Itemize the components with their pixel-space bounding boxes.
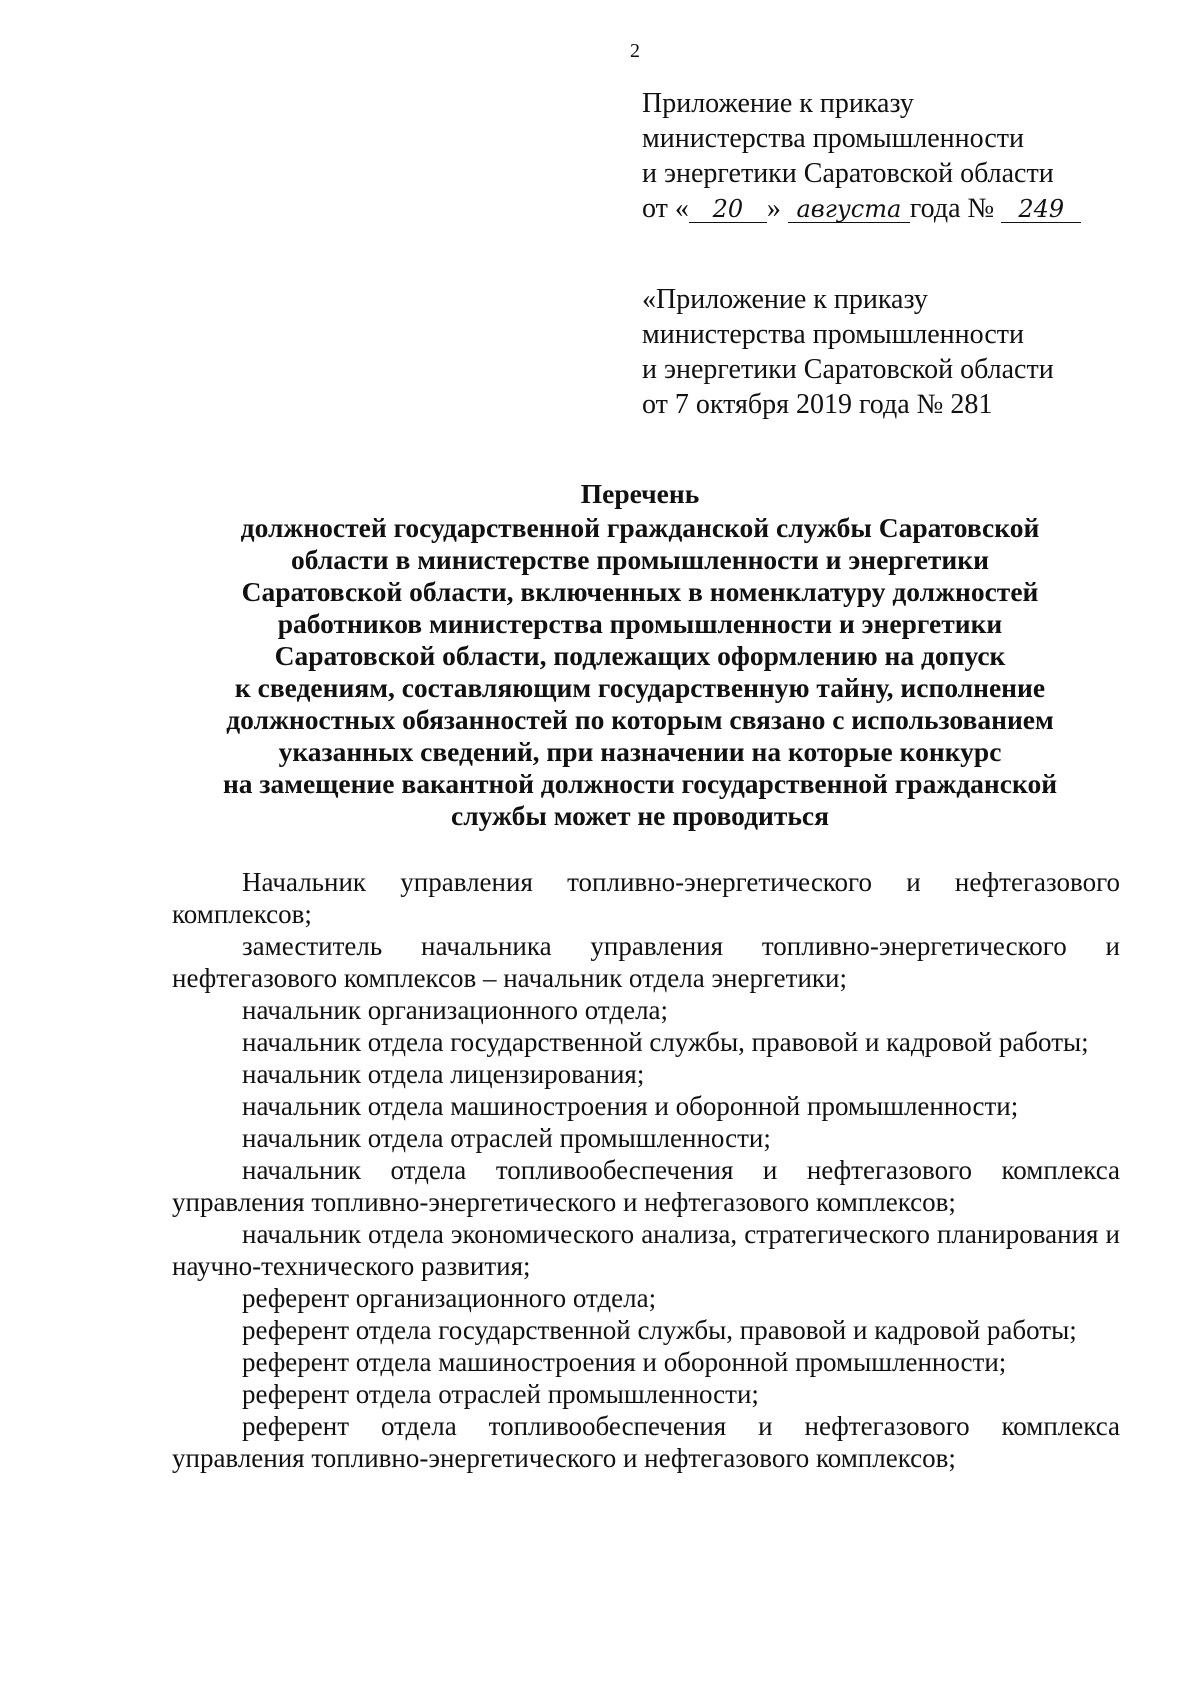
title-line: должностей государственной гражданской службы Саратовской xyxy=(240,512,1040,543)
handwritten-day: 20 xyxy=(689,196,767,223)
appendix-current xyxy=(642,86,1082,226)
handwritten-month: августа xyxy=(788,196,910,223)
document-title xyxy=(200,478,1080,832)
handwritten-order-number: 249 xyxy=(1001,196,1081,223)
appendix-line: и энергетики Саратовской области xyxy=(642,158,1054,189)
position-item: референт отдела машиностроения и оборонной промышленности; xyxy=(242,1347,1007,1377)
title-line: службы может не проводиться xyxy=(451,800,829,831)
title-line: области в министерстве промышленности и энергетики xyxy=(291,544,989,575)
position-item: референт отдела топливообеспечения и нефтегазового комплекса управления топливно-энергетического и нефтегазового комплексов; xyxy=(172,1411,1120,1473)
position-item: начальник отдела отраслей промышленности; xyxy=(242,1123,771,1153)
title-line: Саратовской области, включенных в номенклатуру должностей xyxy=(241,576,1039,607)
title-heading: Перечень xyxy=(580,478,700,509)
position-item: Начальник управления топливно-энергетического и нефтегазового комплексов; xyxy=(172,867,1120,929)
position-item: начальник отдела государственной службы, правовой и кадровой работы; xyxy=(242,1027,1089,1057)
year-text: года № xyxy=(909,193,995,224)
appendix-line: «Приложение к приказу xyxy=(642,284,928,315)
page-number: 2 xyxy=(630,40,640,62)
appendix-line: и энергетики Саратовской области xyxy=(642,354,1054,385)
title-line: Саратовской области, подлежащих оформлению на допуск xyxy=(274,640,1006,671)
position-item: референт отдела отраслей промышленности; xyxy=(242,1379,759,1409)
appendix-line: министерства промышленности xyxy=(642,123,1024,154)
appendix-line: от 7 октября 2019 года № 281 xyxy=(642,389,993,420)
appendix-line: министерства промышленности xyxy=(642,319,1024,350)
title-line: должностных обязанностей по которым связано с использованием xyxy=(226,704,1054,735)
position-item: начальник отдела машиностроения и оборонной промышленности; xyxy=(242,1091,1019,1121)
position-item: референт отдела государственной службы, правовой и кадровой работы; xyxy=(242,1315,1077,1345)
date-prefix: от « xyxy=(642,193,689,224)
title-line: работников министерства промышленности и энергетики xyxy=(277,608,1003,639)
position-item: начальник отдела лицензирования; xyxy=(242,1059,645,1089)
appendix-date-line xyxy=(642,191,1082,226)
position-item: заместитель начальника управления топливно-энергетического и нефтегазового комплексов – начальник отдела энергетики; xyxy=(172,931,1120,993)
title-line: на замещение вакантной должности государственной гражданской xyxy=(222,768,1058,799)
date-mid: » xyxy=(766,193,781,224)
position-item: референт организационного отдела; xyxy=(242,1283,657,1313)
title-line: указанных сведений, при назначении на которые конкурс xyxy=(278,736,1002,767)
position-item: начальник организационного отдела; xyxy=(242,995,669,1025)
appendix-previous xyxy=(642,282,1082,422)
position-item: начальник отдела экономического анализа, стратегического планирования и научно-технического развития; xyxy=(172,1219,1120,1281)
positions-list xyxy=(172,866,1120,1474)
title-line: к сведениям, составляющим государственную тайну, исполнение xyxy=(234,672,1046,703)
appendix-line: Приложение к приказу xyxy=(642,88,914,119)
position-item: начальник отдела топливообеспечения и нефтегазового комплекса управления топливно-энергетического и нефтегазового комплексов; xyxy=(172,1155,1120,1217)
